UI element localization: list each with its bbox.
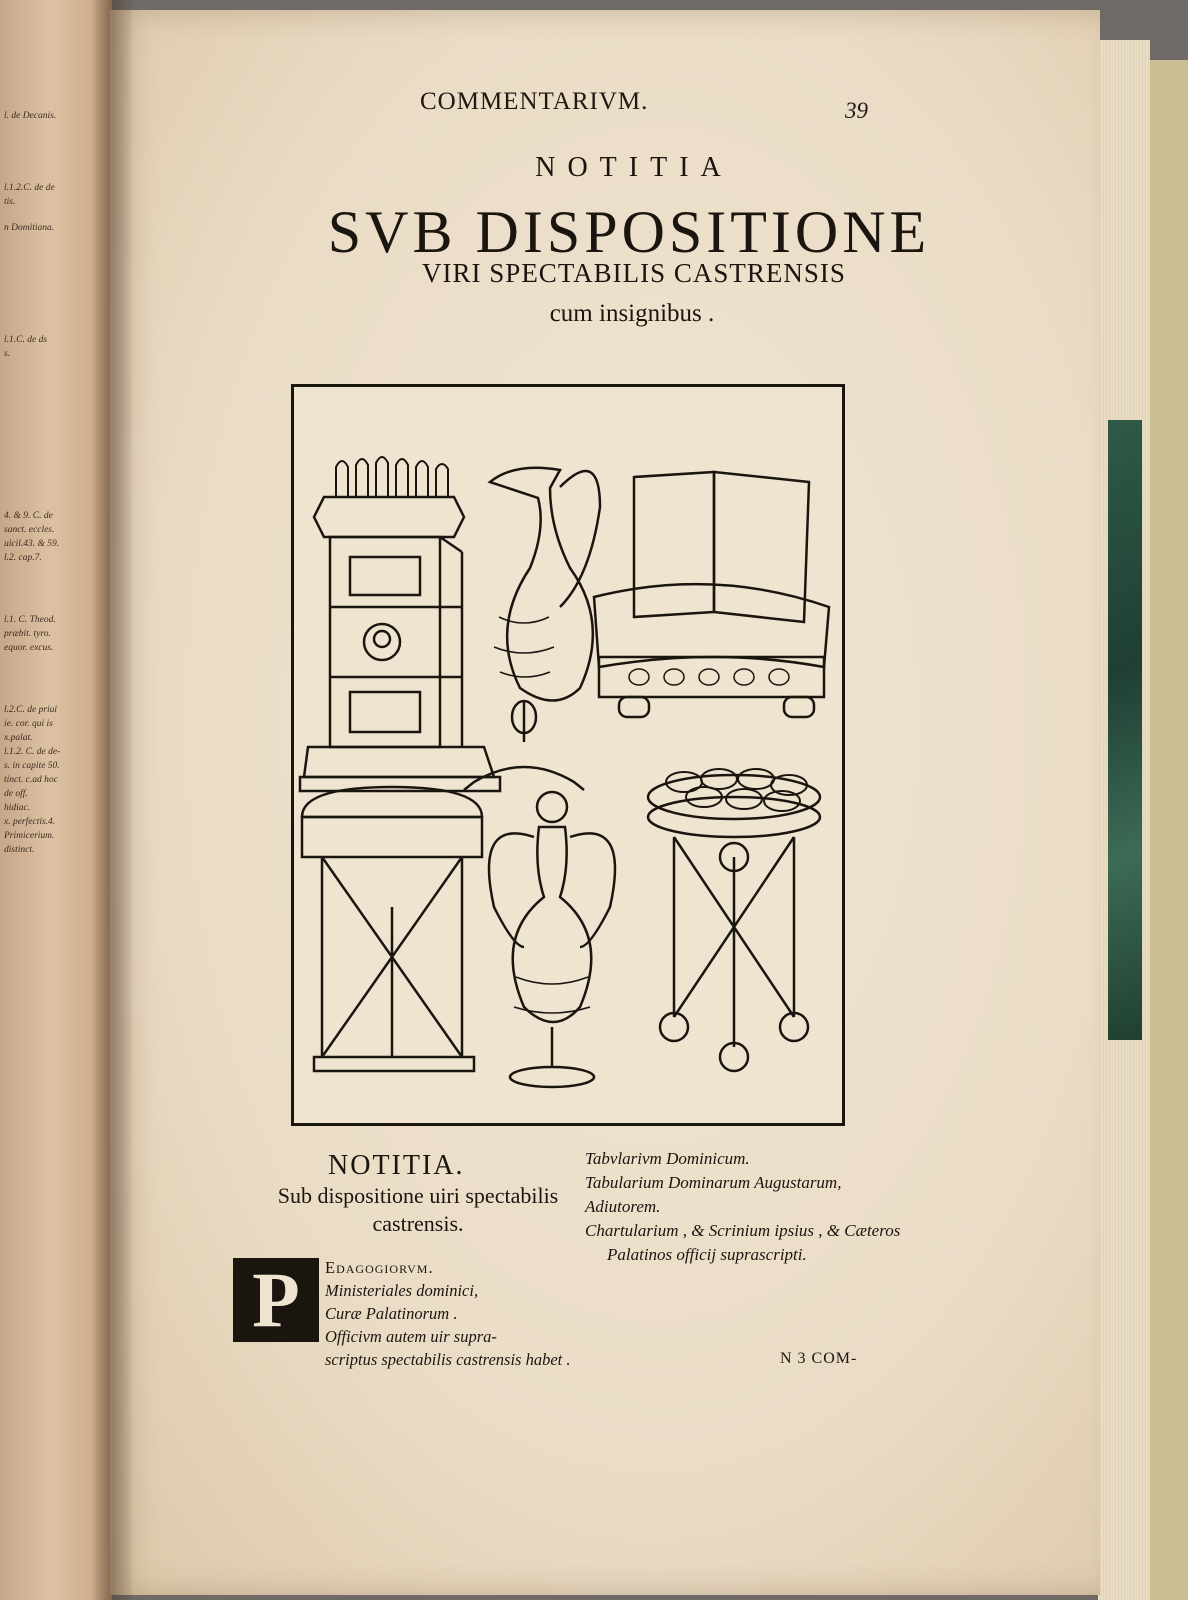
margin-note: hidiac. xyxy=(4,803,31,813)
list-item: Tabularium Dominarum Augustarum, xyxy=(585,1173,842,1192)
title-viri-spectabilis: VIRI SPECTABILIS CASTRENSIS xyxy=(422,258,846,288)
margin-note: de off. xyxy=(4,789,28,799)
page-number: 39 xyxy=(845,98,868,123)
list-item: Tabvlarivm Dominicum. xyxy=(585,1149,750,1168)
margin-note: distinct. xyxy=(4,845,35,855)
margin-note: l.1.C. de ds xyxy=(4,335,48,345)
marbled-endpaper xyxy=(1108,420,1142,1040)
decorated-initial: P xyxy=(233,1258,319,1342)
margin-note: tinct. c.ad hoc xyxy=(4,775,58,785)
woodcut-drawing xyxy=(294,387,842,1123)
section-subheading xyxy=(263,1182,573,1238)
title-sub-dispositione: SVB DISPOSITIONE xyxy=(327,199,931,265)
margin-note: x.palat. xyxy=(4,733,33,743)
margin-note: l.1.2.C. de de xyxy=(4,183,55,193)
list-item: Adiutorem. xyxy=(585,1197,661,1216)
open-book-on-cushion-icon xyxy=(594,472,829,717)
round-table-with-loaves-icon xyxy=(648,769,820,1071)
list-item-text: Edagogiorvm. xyxy=(325,1258,434,1277)
margin-note: l.2. cap.7. xyxy=(4,553,42,563)
margin-note: s. in capite 50. xyxy=(4,761,60,771)
title-notitia: NOTITIA xyxy=(535,152,733,183)
margin-note: l. de Decanis. xyxy=(4,111,57,121)
margin-note: Primicerium. xyxy=(4,831,55,841)
candelabrum-pedestal-icon xyxy=(300,457,500,791)
subheading-line-1: Sub dispositione uiri spectabilis xyxy=(277,1183,559,1208)
list-item xyxy=(233,1256,563,1279)
margin-note: 4. & 9. C. de xyxy=(4,511,53,521)
ewer-icon xyxy=(464,468,600,790)
list-item: Officivm autem uir supra- xyxy=(325,1327,497,1346)
margin-note: n Domitiana. xyxy=(4,223,55,233)
right-column-list xyxy=(585,1147,915,1267)
list-item: Palatinos officij suprascripti. xyxy=(607,1245,807,1264)
list-item: Ministeriales dominici, xyxy=(325,1281,479,1300)
left-column-list xyxy=(233,1256,571,1371)
catchword: N 3 COM- xyxy=(780,1350,858,1367)
subheading-line-2: castrensis. xyxy=(372,1211,464,1236)
list-item: Curæ Palatinorum . xyxy=(325,1304,458,1323)
section-heading: NOTITIA. xyxy=(328,1150,465,1181)
margin-note: l.2.C. de priui xyxy=(4,705,58,715)
margin-note: l.1.2. C. de de- xyxy=(4,747,61,757)
list-item: Chartularium , & Scrinium ipsius , & Cæteros xyxy=(585,1221,901,1240)
margin-note: præbit. tyro. xyxy=(4,629,51,639)
margin-note: s. xyxy=(4,349,11,359)
list-item: scriptus spectabilis castrensis habet . xyxy=(325,1350,571,1369)
running-head: COMMENTARIVM. xyxy=(420,88,649,115)
margin-note: tis. xyxy=(4,197,16,207)
margin-note: x. perfectis.4. xyxy=(4,817,56,827)
margin-note: ie. cor. qui is xyxy=(4,719,53,729)
margin-note: l.1. C. Theod. xyxy=(4,615,56,625)
amphora-icon xyxy=(489,792,615,1087)
margin-note: equor. excus. xyxy=(4,643,54,653)
half-round-table-icon xyxy=(302,787,482,1071)
margin-note: sanct. eccles. xyxy=(4,525,55,535)
margin-note: uicil.43. & 59. xyxy=(4,539,60,549)
title-cum-insignibus: cum insignibus . xyxy=(549,300,715,327)
woodcut-illustration xyxy=(291,384,845,1126)
